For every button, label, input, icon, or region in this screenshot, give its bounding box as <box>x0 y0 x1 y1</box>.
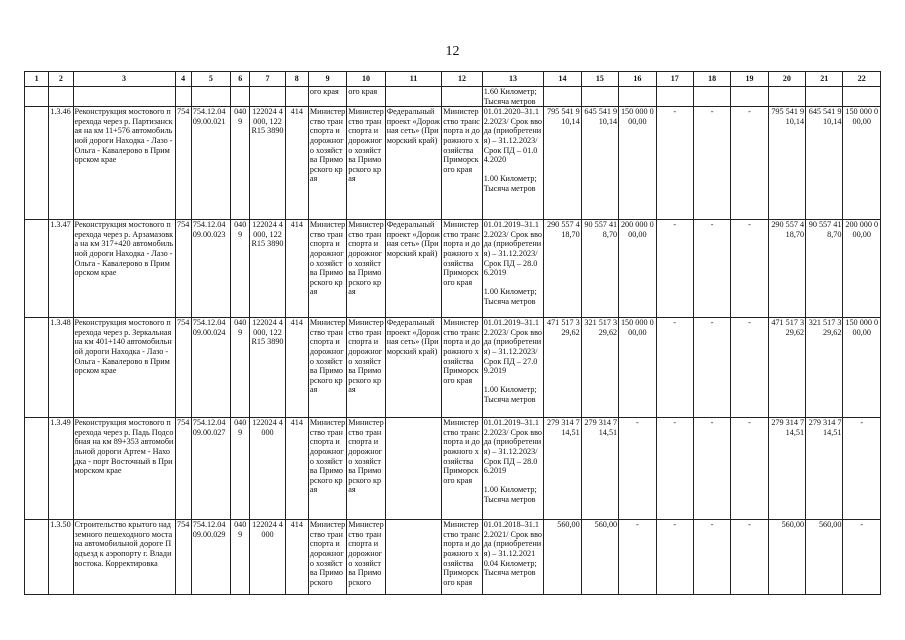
cell-c21: 321 517 329,62 <box>806 318 843 418</box>
col-header: 15 <box>581 72 618 87</box>
cell-num: 1.3.49 <box>49 418 73 520</box>
cell-c8: 414 <box>285 418 308 520</box>
table-row <box>25 418 881 520</box>
cell-c11 <box>385 520 442 595</box>
cell-c15: 560,00 <box>581 520 618 595</box>
fragment-cell: 1.60 Километр; Тысяча метров <box>482 87 544 107</box>
cell-c11: Федеральный проект «Дорожная сеть» (Приморский край) <box>385 220 442 318</box>
col-header: 19 <box>731 72 768 87</box>
cell-c19: - <box>731 520 768 595</box>
cell-c13: 01.01.2019–31.12.2023/ Срок ввода (приобретения) – 31.12.2023/ Срок ПД – 27.09.2019 1.00 Километр; Тысяча метров <box>482 318 544 418</box>
cell-c12: Министерство транспорта и дорожного хозяйства Приморского края <box>442 107 482 220</box>
col-header: 4 <box>175 72 191 87</box>
cell-name: Реконструкция мостового перехода через р. Арзамазовка на км 317+420 автомобильной дороги Находка - Лазо - Ольга - Кавалерово в Приморском крае <box>73 220 175 318</box>
cell-c9: Министерство транспорта и дорожного хозяйства Приморского края <box>308 418 346 520</box>
col-header: 20 <box>768 72 805 87</box>
cell-c17: - <box>656 520 693 595</box>
cell-c17: - <box>656 318 693 418</box>
cell-c10: Министерство транспорта и дорожного хозяйства Приморского края <box>347 107 385 220</box>
fragment-cell: ого края <box>308 87 346 107</box>
cell-c6: 0409 <box>231 520 250 595</box>
cell-c16: 150 000 000,00 <box>619 318 656 418</box>
cell-num: 1.3.46 <box>49 107 73 220</box>
col-header: 16 <box>619 72 656 87</box>
continuation-row <box>25 87 881 107</box>
col-header: 18 <box>693 72 730 87</box>
cell-c18: - <box>693 520 730 595</box>
col-header: 11 <box>385 72 442 87</box>
cell-c17: - <box>656 220 693 318</box>
cell-c15: 321 517 329,62 <box>581 318 618 418</box>
cell-c21: 90 557 418,70 <box>806 220 843 318</box>
cell-c16: 150 000 000,00 <box>619 107 656 220</box>
cell-c5: 754.12.04 09.00.021 <box>191 107 230 220</box>
cell-c20: 471 517 329,62 <box>768 318 805 418</box>
cell-c14: 560,00 <box>544 520 581 595</box>
register-table <box>24 71 881 595</box>
cell-c18: - <box>693 318 730 418</box>
cell-c7: 122024 4000, 122R15 3890 <box>250 318 285 418</box>
cell-c5: 754.12.04 09.00.027 <box>191 418 230 520</box>
cell-c10: Министерство транспорта и дорожного хозяйства Приморского <box>347 520 385 595</box>
col-header: 12 <box>442 72 482 87</box>
cell-c11 <box>385 418 442 520</box>
cell-c18: - <box>693 107 730 220</box>
cell-c4: 754 <box>175 220 191 318</box>
cell-c7: 122024 4000 <box>250 520 285 595</box>
cell-c16: 200 000 000,00 <box>619 220 656 318</box>
cell-empty <box>25 318 49 418</box>
col-header: 10 <box>347 72 385 87</box>
cell-c6: 0409 <box>231 220 250 318</box>
cell-c13: 01.01.2019–31.12.2023/ Срок ввода (приобретения) – 31.12.2023/ Срок ПД – 28.06.2019 1.00 Километр; Тысяча метров <box>482 418 544 520</box>
cell-c15: 279 314 714,51 <box>581 418 618 520</box>
cell-c7: 122024 4000 <box>250 418 285 520</box>
table-row <box>25 107 881 220</box>
cell-empty <box>25 220 49 318</box>
table-row <box>25 318 881 418</box>
cell-c6: 0409 <box>231 418 250 520</box>
cell-c20: 560,00 <box>768 520 805 595</box>
cell-c11: Федеральный проект «Дорожная сеть» (Приморский край) <box>385 107 442 220</box>
cell-c21: 560,00 <box>806 520 843 595</box>
col-header: 1 <box>25 72 49 87</box>
cell-c10: Министерство транспорта и дорожного хозяйства Приморского края <box>347 220 385 318</box>
cell-c17: - <box>656 418 693 520</box>
cell-c19: - <box>731 107 768 220</box>
cell-empty <box>25 520 49 595</box>
table-row <box>25 520 881 595</box>
cell-c14: 471 517 329,62 <box>544 318 581 418</box>
col-header: 13 <box>482 72 544 87</box>
cell-c5: 754.12.04 09.00.023 <box>191 220 230 318</box>
cell-c5: 754.12.04 09.00.024 <box>191 318 230 418</box>
cell-c12: Министерство транспорта и дорожного хозяйства Приморского края <box>442 418 482 520</box>
cell-c15: 645 541 910,14 <box>581 107 618 220</box>
cell-empty <box>25 418 49 520</box>
cell-c9: Министерство транспорта и дорожного хозяйства Приморского края <box>308 107 346 220</box>
cell-c12: Министерство транспорта и дорожного хозяйства Приморского края <box>442 520 482 595</box>
cell-c13: 01.01.2018–31.12.2021/ Срок ввода (приобретения) – 31.12.2021 0.04 Километр; Тысяча метров <box>482 520 544 595</box>
cell-c7: 122024 4000, 122R15 3890 <box>250 220 285 318</box>
cell-c10: Министерство транспорта и дорожного хозяйства Приморского края <box>347 418 385 520</box>
cell-c15: 90 557 418,70 <box>581 220 618 318</box>
cell-c22: 200 000 000,00 <box>843 220 881 318</box>
cell-num: 1.3.47 <box>49 220 73 318</box>
col-header: 3 <box>73 72 175 87</box>
cell-c22: - <box>843 418 881 520</box>
cell-c7: 122024 4000, 122R15 3890 <box>250 107 285 220</box>
cell-c14: 279 314 714,51 <box>544 418 581 520</box>
cell-c6: 0409 <box>231 318 250 418</box>
cell-c20: 795 541 910,14 <box>768 107 805 220</box>
cell-c8: 414 <box>285 520 308 595</box>
cell-c22: - <box>843 520 881 595</box>
cell-c22: 150 000 000,00 <box>843 318 881 418</box>
cell-c6: 0409 <box>231 107 250 220</box>
cell-c9: Министерство транспорта и дорожного хозяйства Приморского <box>308 520 346 595</box>
cell-c8: 414 <box>285 318 308 418</box>
cell-c17: - <box>656 107 693 220</box>
cell-c11: Федеральный проект «Дорожная сеть» (Приморский край) <box>385 318 442 418</box>
cell-c4: 754 <box>175 418 191 520</box>
col-header: 9 <box>308 72 346 87</box>
cell-name: Реконструкция мостового перехода через р. Падь Подсобная на км 89+353 автомобильной дороги Артем - Находка - порт Восточный в Приморском крае <box>73 418 175 520</box>
cell-name: Реконструкция мостового перехода через р. Партизанская на км 11+576 автомобильной дороги Находка - Лазо - Ольга - Кавалерово в Приморском крае <box>73 107 175 220</box>
cell-c19: - <box>731 418 768 520</box>
cell-c9: Министерство транспорта и дорожного хозяйства Приморского края <box>308 220 346 318</box>
cell-c14: 795 541 910,14 <box>544 107 581 220</box>
cell-c4: 754 <box>175 520 191 595</box>
cell-c16: - <box>619 520 656 595</box>
cell-c21: 279 314 714,51 <box>806 418 843 520</box>
cell-c8: 414 <box>285 107 308 220</box>
col-header: 14 <box>544 72 581 87</box>
cell-num: 1.3.50 <box>49 520 73 595</box>
col-header: 22 <box>843 72 881 87</box>
cell-c4: 754 <box>175 107 191 220</box>
cell-c8: 414 <box>285 220 308 318</box>
cell-c13: 01.01.2019–31.12.2023/ Срок ввода (приобретения) – 31.12.2023/ Срок ПД – 28.06.2019 1.00 Километр; Тысяча метров <box>482 220 544 318</box>
table-row <box>25 220 881 318</box>
cell-num: 1.3.48 <box>49 318 73 418</box>
page-number: 12 <box>445 44 460 59</box>
header-row <box>25 72 881 87</box>
cell-c18: - <box>693 220 730 318</box>
cell-name: Реконструкция мостового перехода через р. Зеркальная на км 401+140 автомобильной дороги Находка - Лазо - Ольга - Кавалерово в Приморском крае <box>73 318 175 418</box>
col-header: 21 <box>806 72 843 87</box>
fragment-cell: ого края <box>347 87 385 107</box>
cell-c5: 754.12.04 09.00.029 <box>191 520 230 595</box>
cell-c20: 290 557 418,70 <box>768 220 805 318</box>
col-header: 7 <box>250 72 285 87</box>
cell-c9: Министерство транспорта и дорожного хозяйства Приморского края <box>308 318 346 418</box>
cell-c4: 754 <box>175 318 191 418</box>
cell-c10: Министерство транспорта и дорожного хозяйства Приморского края <box>347 318 385 418</box>
col-header: 2 <box>49 72 73 87</box>
cell-c12: Министерство транспорта и дорожного хозяйства Приморского края <box>442 220 482 318</box>
col-header: 17 <box>656 72 693 87</box>
col-header: 5 <box>191 72 230 87</box>
cell-c22: 150 000 000,00 <box>843 107 881 220</box>
cell-c21: 645 541 910,14 <box>806 107 843 220</box>
cell-c19: - <box>731 220 768 318</box>
col-header: 8 <box>285 72 308 87</box>
cell-c19: - <box>731 318 768 418</box>
cell-empty <box>25 107 49 220</box>
cell-name: Строительство крытого надземного пешеходного моста на автомобильной дороге Подъезд к аэропорту г. Владивостока. Корректировка <box>73 520 175 595</box>
col-header: 6 <box>231 72 250 87</box>
cell-c20: 279 314 714,51 <box>768 418 805 520</box>
cell-c18: - <box>693 418 730 520</box>
cell-c12: Министерство транспорта и дорожного хозяйства Приморского края <box>442 318 482 418</box>
cell-c13: 01.01.2020–31.12.2023/ Срок ввода (приобретения) – 31.12.2023/ Срок ПД – 01.04.2020 1.00 Километр; Тысяча метров <box>482 107 544 220</box>
cell-c14: 290 557 418,70 <box>544 220 581 318</box>
cell-c16: - <box>619 418 656 520</box>
